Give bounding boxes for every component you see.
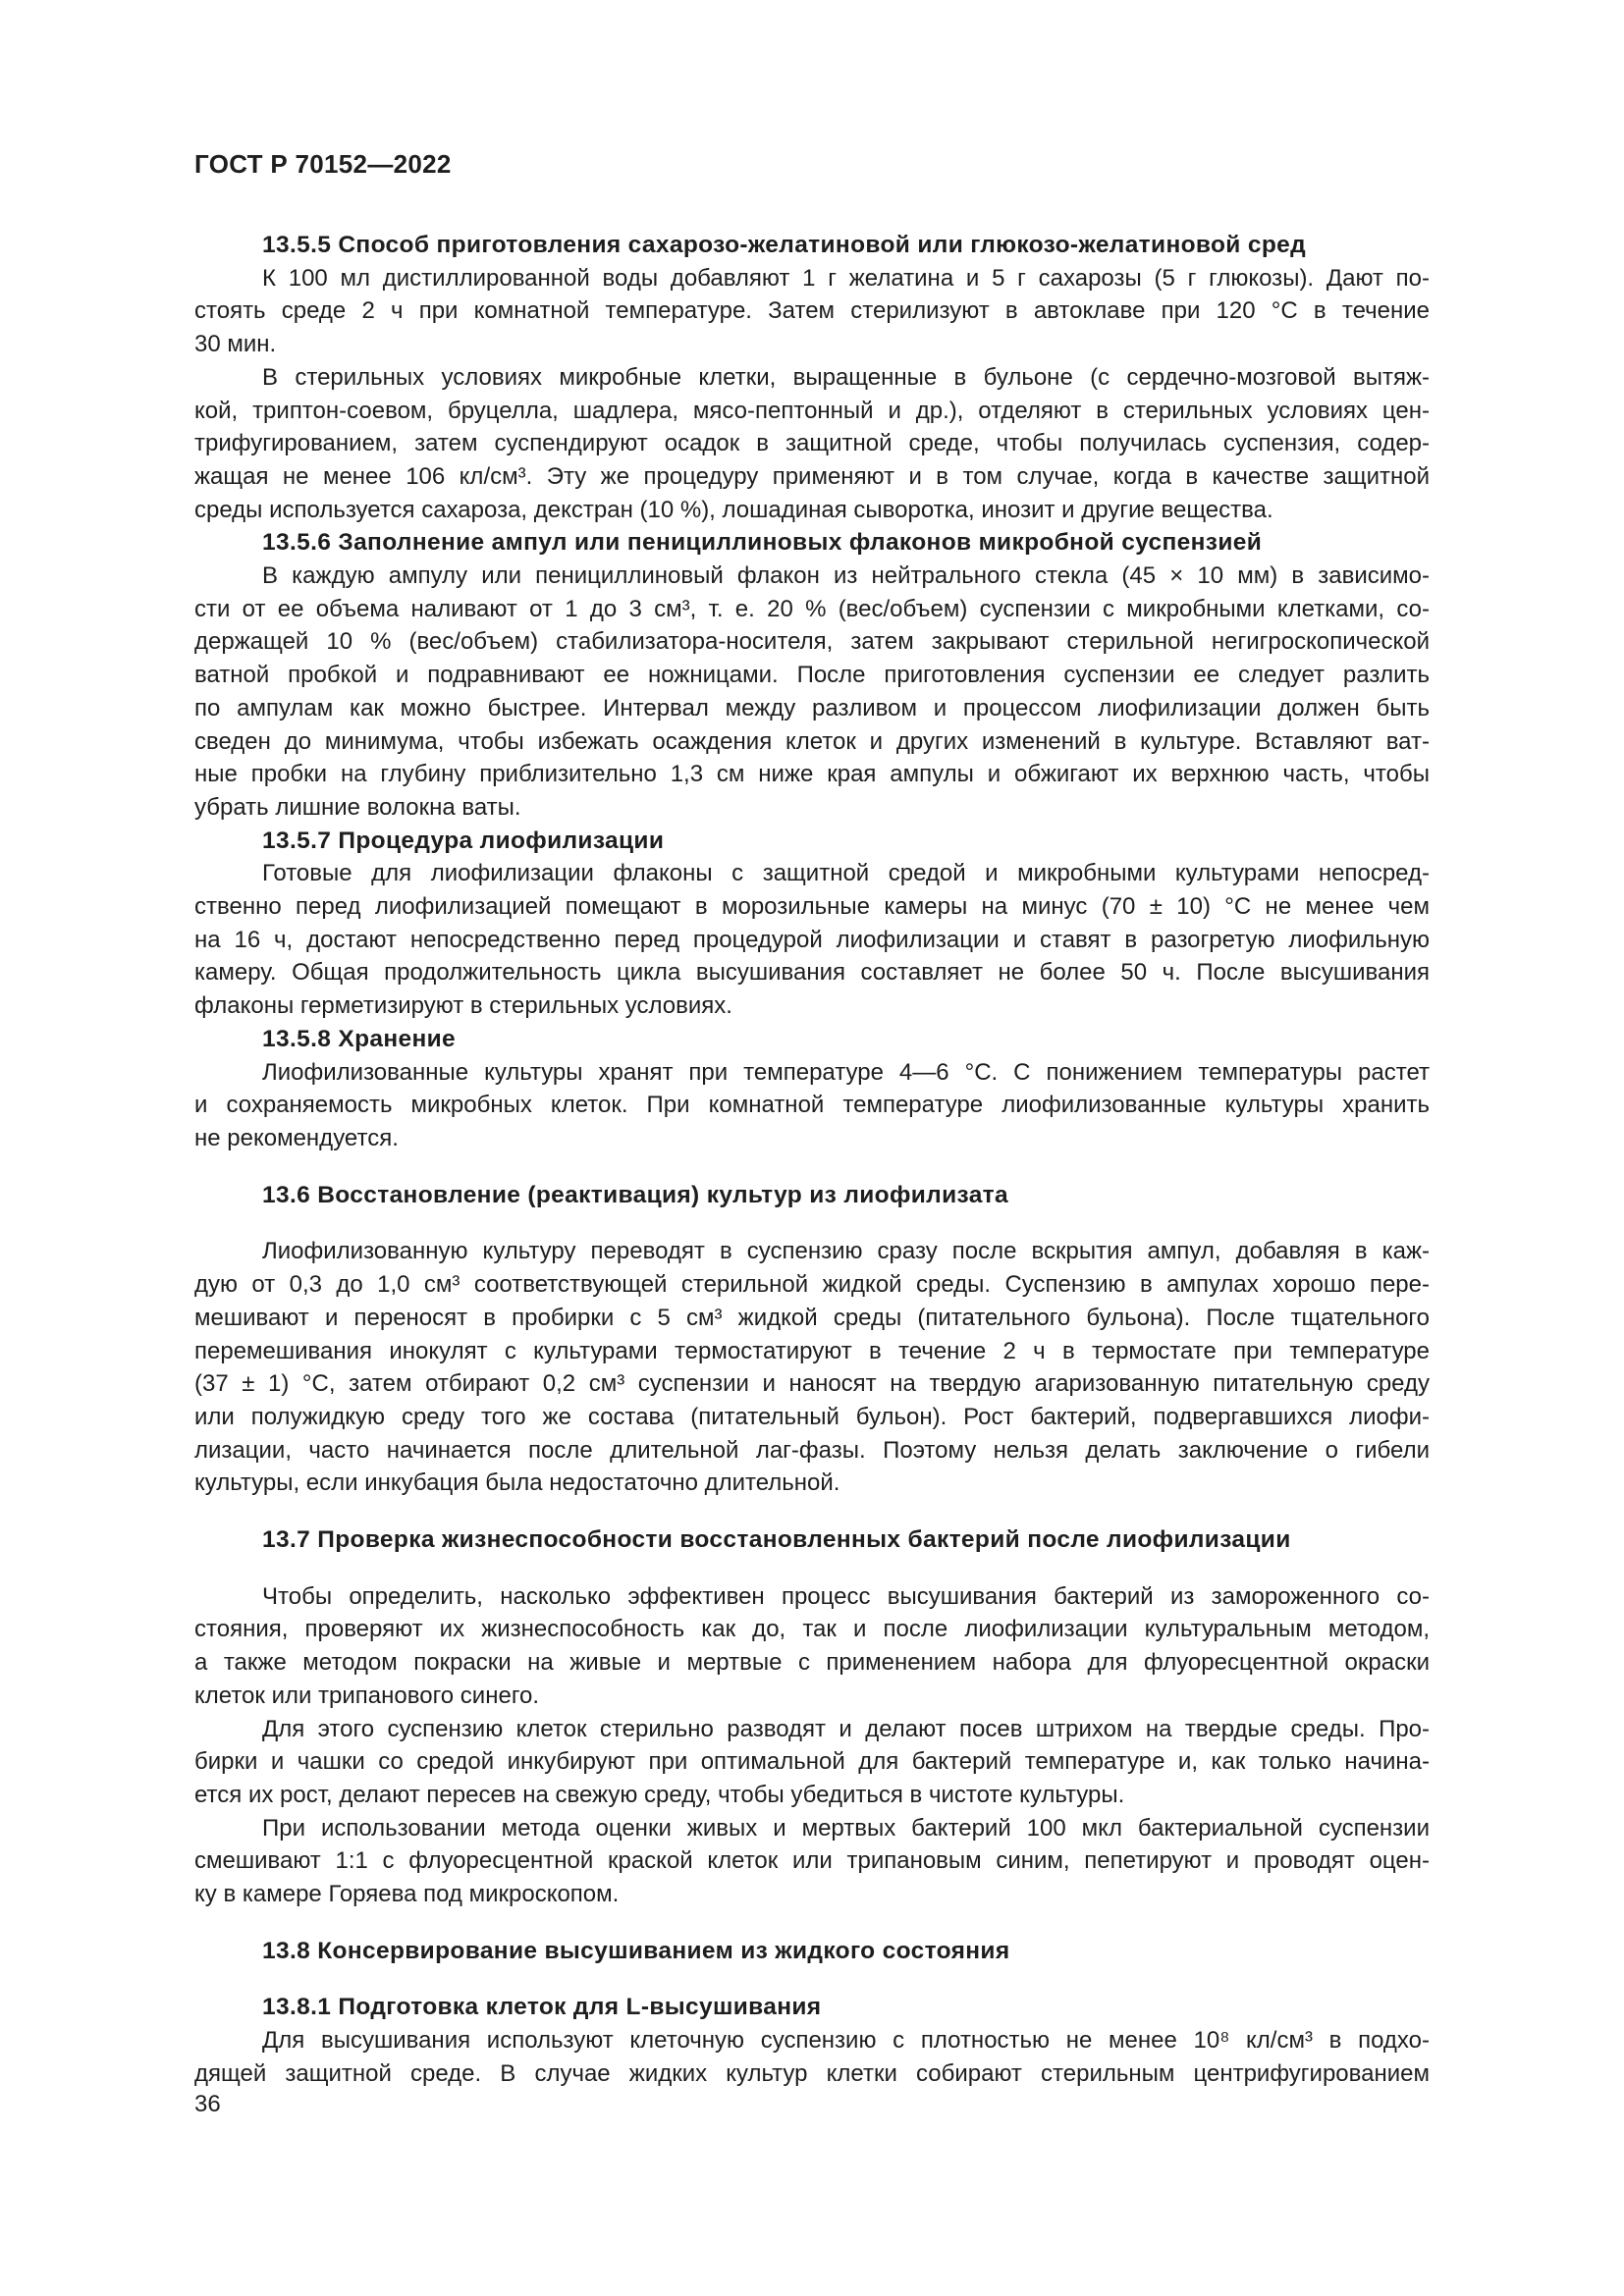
text-line: жащая не менее 106 кл/см³. Эту же процедуру применяют и в том случае, когда в качестве защитной xyxy=(194,462,1430,490)
text-line: ственно перед лиофилизацией помещают в морозильные камеры на минус (70 ± 10) °С не менее чем xyxy=(194,893,1430,921)
document-id-header: ГОСТ Р 70152—2022 xyxy=(194,149,452,179)
text-line: Для этого суспензию клеток стерильно разводят и делают посев штрихом на твердые среды. Про- xyxy=(262,1715,1430,1742)
text-line: В стерильных условиях микробные клетки, выращенные в бульоне (с сердечно-мозговой вытяж- xyxy=(262,363,1430,391)
text-line: бирки и чашки со средой инкубируют при оптимальной для бактерий температуре и, как только начина- xyxy=(194,1748,1430,1776)
section-heading: 13.5.6 Заполнение ампул или пенициллиновых флаконов микробной суспензией xyxy=(262,529,1263,557)
text-line: среды используется сахароза, декстран (10 %), лошадиная сыворотка, инозит и другие вещества. xyxy=(194,496,1273,523)
text-line: не рекомендуется. xyxy=(194,1124,399,1151)
section-heading: 13.5.5 Способ приготовления сахарозо-желатиновой или глюкозо-желатиновой сред xyxy=(262,232,1307,258)
text-line: ватной пробкой и подравнивают ее ножницами. После приготовления суспензии ее следует разлить xyxy=(194,662,1430,689)
text-line: В каждую ампулу или пенициллиновый флакон из нейтрального стекла (45 × 10 мм) в зависимо- xyxy=(262,562,1430,590)
text-line: Чтобы определить, насколько эффективен процесс высушивания бактерий из замороженного со- xyxy=(262,1582,1430,1610)
text-line: 30 мин. xyxy=(194,331,277,358)
text-line: трифугированием, затем суспендируют осадок в защитной среде, чтобы получилась суспензия, содер- xyxy=(194,430,1430,457)
paragraph xyxy=(194,1235,1430,1500)
text-line: кой, триптон-соевом, бруцелла, шадлера, мясо-пептонный и др.), отделяют в стерильных условиях цен- xyxy=(194,397,1430,424)
paragraph xyxy=(194,1580,1430,1713)
text-line: (37 ± 1) °С, затем отбирают 0,2 см³ суспензии и наносят на твердую агаризованную питательную среду xyxy=(194,1370,1430,1398)
text-line: а также методом покраски на живые и мертвые с применением набора для флуоресцентной окраски xyxy=(194,1649,1430,1677)
paragraph xyxy=(194,2024,1430,2090)
text-line: лизации, часто начинается после длительной лаг-фазы. Поэтому нельзя делать заключение о гибели xyxy=(194,1436,1430,1464)
section-heading: 13.7 Проверка жизнеспособности восстановленных бактерий после лиофилизации xyxy=(262,1526,1291,1554)
text-line: сти от ее объема наливают от 1 до 3 см³, т. е. 20 % (вес/объем) суспензии с микробными клетками, со- xyxy=(194,595,1430,622)
text-line: и сохраняемость микробных клеток. При комнатной температуре лиофилизованные культуры хранить xyxy=(194,1092,1430,1119)
text-line: Для высушивания используют клеточную суспензию с плотностью не менее 10⁸ кл/см³ в подхо- xyxy=(262,2027,1430,2055)
text-line: на 16 ч, достают непосредственно перед процедурой лиофилизации и ставят в разогретую лиофильную xyxy=(194,926,1430,953)
text-line: камеру. Общая продолжительность цикла высушивания составляет не более 50 ч. После высушивания xyxy=(194,959,1430,987)
section-heading: 13.5.7 Процедура лиофилизации xyxy=(262,827,665,854)
section-heading: 13.8.1 Подготовка клеток для L-высушивания xyxy=(262,1994,822,2021)
paragraph xyxy=(194,1056,1430,1155)
text-line: дую от 0,3 до 1,0 см³ соответствующей стерильной жидкой среды. Суспензию в ампулах хорошо пере- xyxy=(194,1271,1430,1299)
paragraph xyxy=(194,262,1430,361)
text-line: Лиофилизованную культуру переводят в суспензию сразу после вскрытия ампул, добавляя в каж- xyxy=(262,1238,1430,1265)
text-line: стояния, проверяют их жизнеспособность как до, так и после лиофилизации культуральным методом, xyxy=(194,1616,1430,1643)
text-line: или полужидкую среду того же состава (питательный бульон). Рост бактерий, подвергавшихся лиофи- xyxy=(194,1403,1430,1430)
text-line: убрать лишние волокна ваты. xyxy=(194,793,521,821)
text-line: Готовые для лиофилизации флаконы с защитной средой и микробными культурами непосред- xyxy=(262,860,1430,887)
text-line: стоять среде 2 ч при комнатной температуре. Затем стерилизуют в автоклаве при 120 °С в течение xyxy=(194,297,1430,325)
document-body xyxy=(194,229,1430,2091)
text-line: держащей 10 % (вес/объем) стабилизатора-носителя, затем закрывают стерильной негигроскопической xyxy=(194,628,1430,656)
text-line: К 100 мл дистиллированной воды добавляют 1 г желатина и 5 г сахарозы (5 г глюкозы). Дают по- xyxy=(262,264,1430,292)
text-line: флаконы герметизируют в стерильных условиях. xyxy=(194,992,732,1020)
paragraph xyxy=(194,560,1430,825)
section-heading: 13.5.8 Хранение xyxy=(262,1025,457,1052)
text-line: Лиофилизованные культуры хранят при температуре 4—6 °С. С понижением температуры растет xyxy=(262,1058,1430,1086)
page-number: 36 xyxy=(194,2091,221,2117)
text-line: ется их рост, делают пересев на свежую среду, чтобы убедиться в чистоте культуры. xyxy=(194,1781,1125,1808)
text-line: мешивают и переносят в пробирки с 5 см³ жидкой среды (питательного бульона). После тщательного xyxy=(194,1304,1430,1331)
text-line: дящей защитной среде. В случае жидких культур клетки собирают стерильным центрифугированием xyxy=(194,2059,1430,2087)
text-line: сведен до минимума, чтобы избежать осаждения клеток и других изменений в культуре. Вставляют ват- xyxy=(194,727,1430,755)
section-heading: 13.8 Консервирование высушиванием из жидкого состояния xyxy=(262,1937,1010,1964)
paragraph xyxy=(194,857,1430,1023)
text-line: смешивают 1:1 с флуоресцентной краской клеток или трипановым синим, пепетируют и проводят оцен- xyxy=(194,1847,1430,1875)
text-line: клеток или трипанового синего. xyxy=(194,1682,540,1709)
text-line: по ампулам как можно быстрее. Интервал между разливом и процессом лиофилизации должен быть xyxy=(194,694,1430,721)
text-line: ные пробки на глубину приблизительно 1,3 см ниже края ампулы и обжигают их верхнюю часть, чтобы xyxy=(194,761,1430,788)
text-line: При использовании метода оценки живых и мертвых бактерий 100 мкл бактериальной суспензии xyxy=(262,1814,1430,1842)
section-heading: 13.6 Восстановление (реактивация) культур из лиофилизата xyxy=(262,1181,1008,1208)
text-line: ку в камере Горяева под микроскопом. xyxy=(194,1881,620,1908)
text-line: культуры, если инкубация была недостаточно длительной. xyxy=(194,1469,840,1497)
paragraph xyxy=(194,1812,1430,1911)
paragraph xyxy=(194,361,1430,527)
text-line: перемешивания инокулят с культурами термостатируют в течение 2 ч в термостате при температуре xyxy=(194,1337,1430,1364)
paragraph xyxy=(194,1713,1430,1812)
